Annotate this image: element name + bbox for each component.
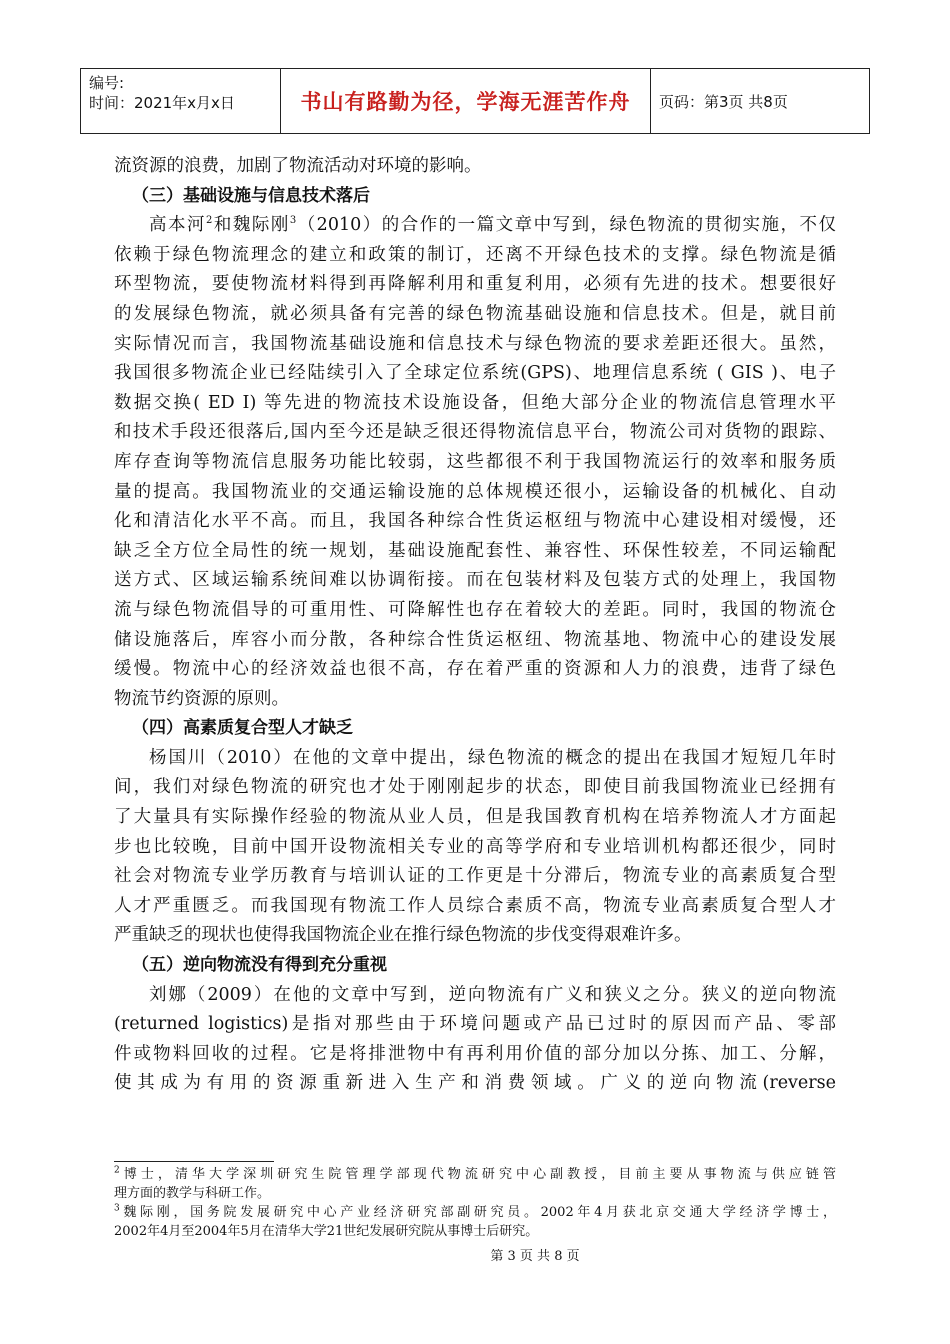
- paragraph-line: 环型物流，要使物流材料得到再降解利用和重复利用，必须有先进的技术。想要很好: [114, 274, 836, 295]
- footnote-ref[interactable]: 3: [289, 215, 297, 227]
- header-meta: [81, 69, 281, 133]
- paragraph-line: 了大量具有实际操作经验的物流从业人员，但是我国教育机构在培养物流人才方面起: [114, 807, 836, 828]
- footnote-text: 博士，清华大学深圳研究生院管理学部现代物流研究中心副教授，目前主要从事物流与供应链管: [119, 1167, 836, 1182]
- paragraph-line: 人才严重匮乏。而我国现有物流工作人员综合素质不高，物流专业高素质复合型人才: [114, 895, 836, 916]
- paragraph-line: 的发展绿色物流，就必须具备有完善的绿色物流基础设施和信息技术。但是，就目前: [114, 303, 836, 324]
- paragraph-line: 化和清洁化水平不高。而且，我国各种综合性货运枢纽与物流中心建设相对缓慢，还: [114, 511, 836, 532]
- paragraph-line: (returned logistics)是指对那些由于环境问题或产品已过时的原因而产品、零部: [114, 1014, 836, 1035]
- section-heading-3: （三）基础设施与信息技术落后: [132, 185, 370, 206]
- paragraph-line: 储设施落后，库容小而分散，各种综合性货运枢纽、物流基地、物流中心的建设发展: [114, 629, 836, 650]
- paragraph-line: 送方式、区域运输系统间难以协调衔接。而在包装材料及包装方式的处理上，我国物: [114, 570, 836, 591]
- section-heading-5: （五）逆向物流没有得到充分重视: [132, 955, 387, 976]
- paragraph-line: 流资源的浪费，加剧了物流活动对环境的影响。: [114, 156, 482, 176]
- footnotes: [114, 1165, 836, 1241]
- footnote-mark: 2: [114, 1165, 120, 1176]
- paragraph-line: 数据交换( ED I) 等先进的物流技术设施设备，但绝大部分企业的物流信息管理水平: [114, 392, 836, 413]
- paragraph-line: 刘娜（2009）在他的文章中写到，逆向物流有广义和狭义之分。狭义的逆向物流: [149, 984, 836, 1005]
- paragraph-line: 杨国川（2010）在他的文章中提出，绿色物流的概念的提出在我国才短短几年时: [149, 747, 836, 768]
- paragraph-line: 流与绿色物流倡导的可重用性、可降解性也存在着较大的差距。同时，我国的物流仓: [114, 599, 836, 620]
- footnote-2-line: 理方面的教学与科研工作。: [114, 1186, 271, 1201]
- footnote-2-line: [114, 1165, 836, 1184]
- paragraph-line: 社会对物流专业学历教育与培训认证的工作更是十分滞后，物流专业的高素质复合型: [114, 866, 836, 887]
- paragraph-line: 间，我们对绿色物流的研究也才处于刚刚起步的状态，即使目前我国物流业已经拥有: [114, 777, 836, 798]
- footnote-ref[interactable]: 2: [205, 215, 213, 227]
- document-body: [114, 152, 836, 1099]
- motto-text: 书山有路勤为径，学海无涯苦作舟: [300, 90, 631, 114]
- footnote-divider: [114, 1161, 274, 1162]
- page-footer: 第 3 页 共 8 页: [490, 1249, 580, 1264]
- paragraph-line: 步也比较晚，目前中国开设物流相关专业的高等学府和专业培训机构都还很少，同时: [114, 836, 836, 857]
- section-heading-4: （四）高素质复合型人才缺乏: [132, 718, 353, 739]
- paragraph-line: 使其成为有用的资源重新进入生产和消费领域。广义的逆向物流(reverse: [114, 1073, 836, 1094]
- page-header: [80, 68, 870, 134]
- paragraph-line: 实际情况而言，我国物流基础设施和信息技术与绿色物流的要求差距还很大。虽然，: [114, 333, 836, 354]
- number-label: 编号:: [89, 74, 125, 92]
- paragraph-line: 缓慢。物流中心的经济效益也很不高，存在着严重的资源和人力的浪费，违背了绿色: [114, 659, 836, 680]
- paragraph-line: 库存查询等物流信息服务功能比较弱，这些都很不利于我国物流运行的效率和服务质: [114, 451, 836, 472]
- page-label: 页码：第3页 共8页: [659, 92, 788, 111]
- paragraph-line: 物流节约资源的原则。: [114, 688, 289, 709]
- paragraph-line: 我国很多物流企业已经陆续引入了全球定位系统(GPS)、地理信息系统 ( GIS )、电子: [114, 363, 836, 384]
- paragraph-text: （2010）的合作的一篇文章中写到，绿色物流的贯彻实施，不仅: [296, 215, 836, 236]
- author-name: 和魏际刚: [212, 215, 290, 236]
- paragraph-line: [114, 211, 836, 241]
- footnote-text: 魏际刚，国务院发展研究中心产业经济研究部副研究员。2002年4月获北京交通大学经济学博士，: [119, 1205, 836, 1220]
- author-name: 高本河: [149, 215, 206, 236]
- paragraph-line: 依赖于绿色物流理念的建立和政策的制订，还离不开绿色技术的支撑。绿色物流是循: [114, 244, 836, 265]
- paragraph-line: 和技术手段还很落后,国内至今还是缺乏很还得物流信息平台，物流公司对货物的跟踪、: [114, 422, 836, 443]
- header-page-number: [651, 69, 869, 133]
- paragraph-line: 量的提高。我国物流业的交通运输设施的总体规模还很小，运输设备的机械化、自动: [114, 481, 836, 502]
- footnote-3-line: 2002年4月至2004年5月在清华大学21世纪发展研究院从事博士后研究。: [114, 1224, 539, 1239]
- footnote-mark: 3: [114, 1203, 120, 1214]
- paragraph-line: 件或物料回收的过程。它是将排泄物中有再利用价值的部分加以分拣、加工、分解，: [114, 1043, 836, 1064]
- footnote-3-line: [114, 1203, 836, 1222]
- header-motto: [281, 69, 651, 133]
- paragraph-line: 缺乏全方位全局性的统一规划，基础设施配套性、兼容性、环保性较差，不同运输配: [114, 540, 836, 561]
- paragraph-line: 严重缺乏的现状也使得我国物流企业在推行绿色物流的步伐变得艰难许多。: [114, 925, 692, 946]
- time-label: 时间：2021年x月x日: [89, 94, 235, 112]
